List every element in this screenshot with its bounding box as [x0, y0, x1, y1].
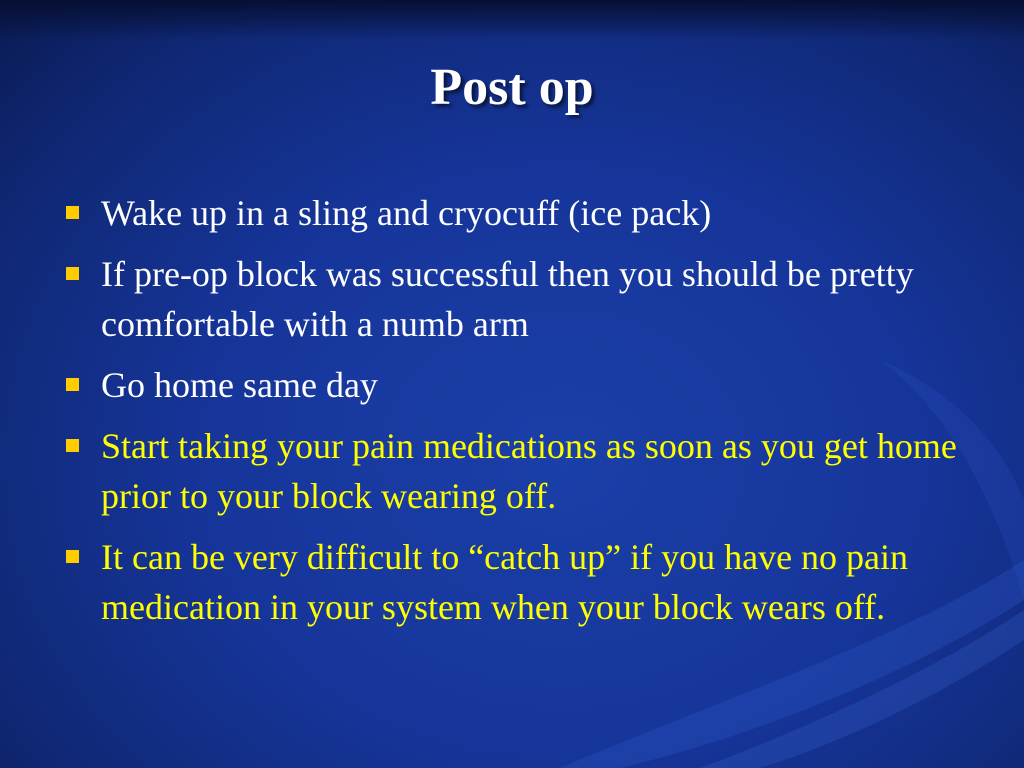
bullet-text: It can be very difficult to “catch up” if you have no pain medication in your system when your block wears off.: [101, 537, 909, 627]
bullet-list: [62, 188, 962, 643]
square-bullet-icon: [66, 439, 79, 452]
square-bullet-icon: [66, 206, 79, 219]
bullet-item: [62, 249, 962, 349]
slide-title: Post op: [430, 59, 594, 116]
bullet-text: Wake up in a sling and cryocuff (ice pack): [101, 193, 712, 233]
bullet-item: [62, 360, 962, 410]
bullet-item: [62, 532, 962, 632]
bullet-text: If pre-op block was successful then you should be pretty comfortable with a numb arm: [101, 254, 914, 344]
square-bullet-icon: [66, 378, 79, 391]
bullet-item: [62, 188, 962, 238]
bullet-text: Start taking your pain medications as soon as you get home prior to your block wearing off.: [101, 426, 957, 516]
square-bullet-icon: [66, 550, 79, 563]
bullet-item: [62, 421, 962, 521]
bullet-text: Go home same day: [101, 365, 378, 405]
square-bullet-icon: [66, 267, 79, 280]
